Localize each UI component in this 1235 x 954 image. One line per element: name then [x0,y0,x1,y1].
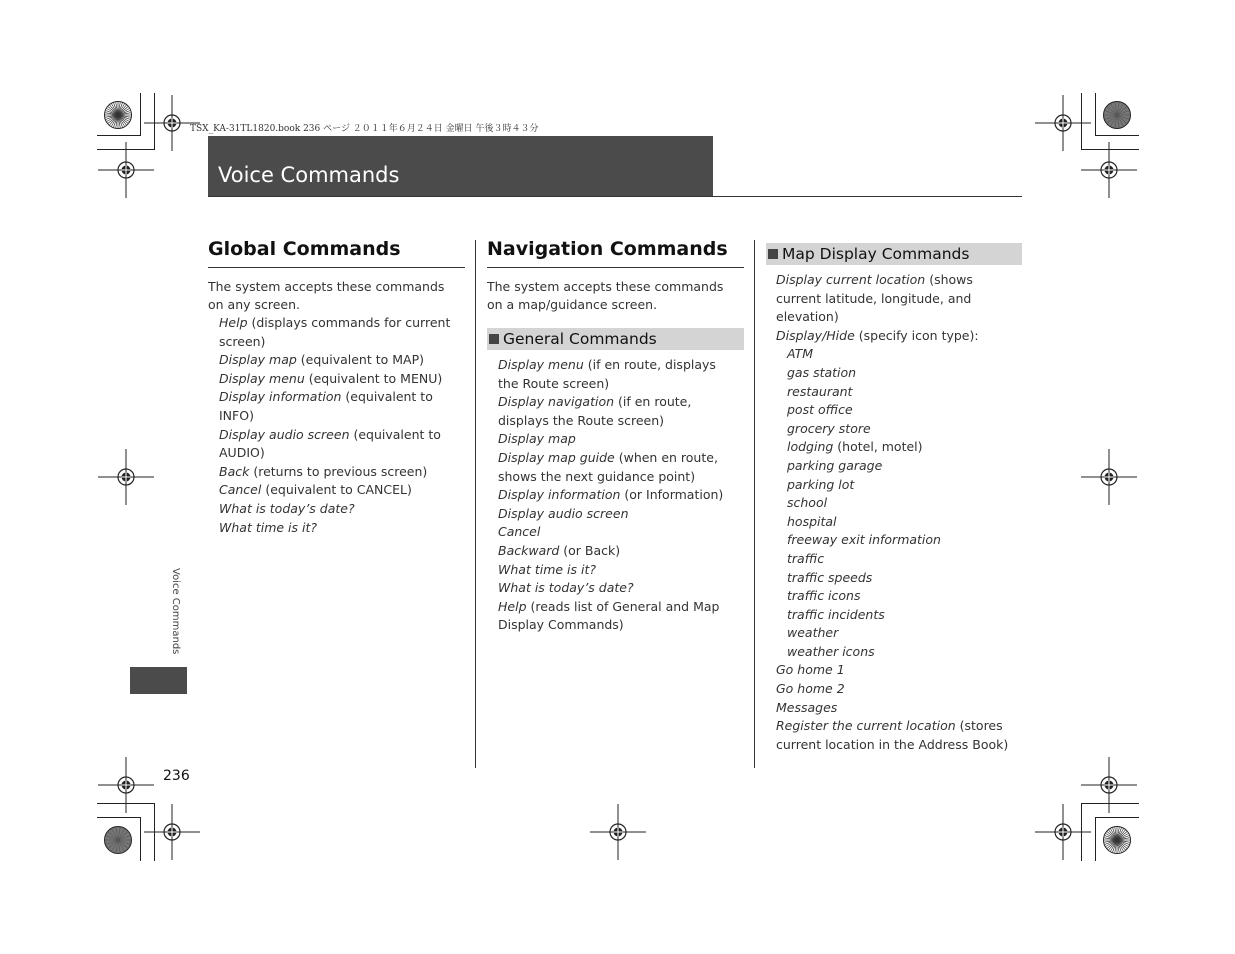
color-target-icon [103,100,133,130]
command-description: (or Information) [620,487,724,503]
command-name: traffic speeds [787,569,873,585]
command-item [787,420,1018,439]
command-name: Display information [219,389,342,405]
command-description: (equivalent to MAP) [296,352,424,368]
command-name: Display map [219,352,297,368]
command-name: Help [219,315,248,330]
command-name: lodging [787,439,834,455]
page-title: Voice Commands [218,163,400,187]
side-tab [130,667,187,694]
command-item [498,523,738,542]
command-name: post office [787,402,853,418]
command-item [498,486,738,505]
command-item [498,449,738,486]
command-item [776,271,1018,327]
command-name: Help [498,598,527,614]
command-name: Back [219,463,250,479]
command-description: (returns to previous screen) [249,463,428,479]
registration-mark-icon [98,449,154,505]
command-name: Display map guide [498,449,615,465]
command-name: Display information [498,487,621,503]
command-name: Display navigation [498,394,615,410]
command-item [776,717,1018,754]
command-description: (equivalent to AUDIO) [219,426,441,461]
command-name: Messages [776,699,838,715]
command-description: (displays commands for current screen) [219,315,451,349]
command-description: (specify icon type): [854,327,979,343]
command-item [787,364,1018,383]
navigation-command-list [498,356,738,635]
command-name: What time is it? [219,519,317,535]
command-name: Display audio screen [498,505,629,521]
command-name: Display menu [219,370,305,386]
command-item [787,401,1018,420]
command-description: (reads list of General and Map Display Commands) [498,598,720,633]
command-item [787,345,1018,364]
global-title-rule [208,267,465,268]
crop-mark [97,817,141,818]
command-description: (hotel, motel) [833,439,923,455]
command-description: (shows current latitude, longitude, and elevation) [776,272,973,325]
command-name: Display map [498,431,576,447]
crop-mark [1095,135,1139,136]
command-name: grocery store [787,420,871,436]
command-item [776,699,1018,718]
command-item [498,505,738,524]
command-name: parking lot [787,476,855,492]
general-commands-label: General Commands [503,330,657,348]
command-item [498,579,738,598]
map-display-command-list [776,271,1018,754]
title-underline [208,196,1022,197]
map-display-commands-section [766,243,1022,265]
command-name: Backward [498,542,560,558]
command-name: traffic icons [787,588,861,604]
command-item [787,438,1018,457]
command-item [219,314,463,351]
command-item [787,606,1018,625]
command-name: Cancel [219,482,262,498]
command-name: gas station [787,364,857,380]
command-name: Display audio screen [219,426,350,442]
command-name: Register the current location [776,718,956,734]
command-item [787,531,1018,550]
command-item [787,550,1018,569]
command-item [219,426,463,463]
command-description: (equivalent to CANCEL) [261,482,412,498]
command-item [219,519,463,538]
command-item [498,356,738,393]
command-item [787,643,1018,662]
command-name: ATM [787,346,814,362]
command-item [498,430,738,449]
command-item [219,351,463,370]
command-description: (if en route, displays the Route screen) [498,357,716,391]
command-description: (or Back) [559,542,621,558]
command-item [787,457,1018,476]
crop-mark [1095,817,1096,861]
global-intro: The system accepts these commands on any screen. [208,279,445,312]
command-item [787,587,1018,606]
registration-mark-icon [98,142,154,198]
command-description: (when en route, shows the next guidance point) [498,449,718,484]
column-divider-2 [754,240,755,768]
registration-mark-icon [590,804,646,860]
command-item [498,561,738,580]
command-name: Display menu [498,357,584,372]
command-description: (equivalent to INFO) [219,389,433,423]
crop-mark [1095,93,1096,136]
command-item [787,624,1018,643]
command-name: weather icons [787,643,875,659]
command-item [787,476,1018,495]
navigation-commands-title: Navigation Commands [487,238,728,260]
crop-mark [1095,817,1139,818]
command-item [219,500,463,519]
color-target-icon [103,825,133,855]
general-commands-section [487,328,744,350]
command-item [776,661,1018,680]
command-name: traffic [787,550,825,566]
command-item [776,327,1018,346]
global-command-list [219,314,463,537]
section-square-icon [489,334,499,344]
command-item [787,513,1018,532]
command-name: school [787,495,828,511]
command-name: parking garage [787,457,883,473]
global-commands-title: Global Commands [208,238,401,260]
command-item [787,569,1018,588]
crop-mark [97,135,141,136]
color-target-icon [1102,100,1132,130]
command-name: freeway exit information [787,532,941,548]
command-name: traffic incidents [787,606,885,622]
command-description: (stores current location in the Address Book) [776,718,1009,752]
command-description: (if en route, displays the Route screen) [498,394,692,428]
color-target-icon [1102,825,1132,855]
command-name: weather [787,625,839,641]
command-name: restaurant [787,383,853,399]
crop-mark [140,817,141,861]
print-header: TSX_KA-31TL1820.book 236 ページ ２０１１年６月２４日 金曜日 午後３時４３分 [190,124,539,134]
section-square-icon [768,249,778,259]
command-name: Display current location [776,272,926,287]
command-item [219,481,463,500]
command-name: Go home 2 [776,681,845,697]
command-name: hospital [787,513,837,529]
crop-mark [140,93,141,136]
command-item [787,494,1018,513]
command-item [787,383,1018,402]
command-item [498,393,738,430]
navigation-title-rule [487,267,744,268]
command-item [219,370,463,389]
command-item [219,388,463,425]
command-description: (equivalent to MENU) [304,370,443,386]
navigation-intro: The system accepts these commands on a map/guidance screen. [487,279,724,312]
command-name: What time is it? [498,561,596,577]
registration-mark-icon [1035,804,1091,860]
side-tab-text: Voice Commands [170,568,181,655]
registration-mark-icon [144,804,200,860]
command-item [498,598,738,635]
command-name: Cancel [498,524,541,540]
command-name: Go home 1 [776,662,845,678]
registration-mark-icon [1081,449,1137,505]
map-display-commands-label: Map Display Commands [782,245,970,263]
command-item [498,542,738,561]
page-number: 236 [163,768,190,784]
column-divider-1 [475,240,476,768]
command-item [219,463,463,482]
command-name: What is today’s date? [219,500,355,516]
command-name: Display/Hide [776,327,855,343]
command-name: What is today’s date? [498,580,634,596]
registration-mark-icon [1081,142,1137,198]
command-item [776,680,1018,699]
